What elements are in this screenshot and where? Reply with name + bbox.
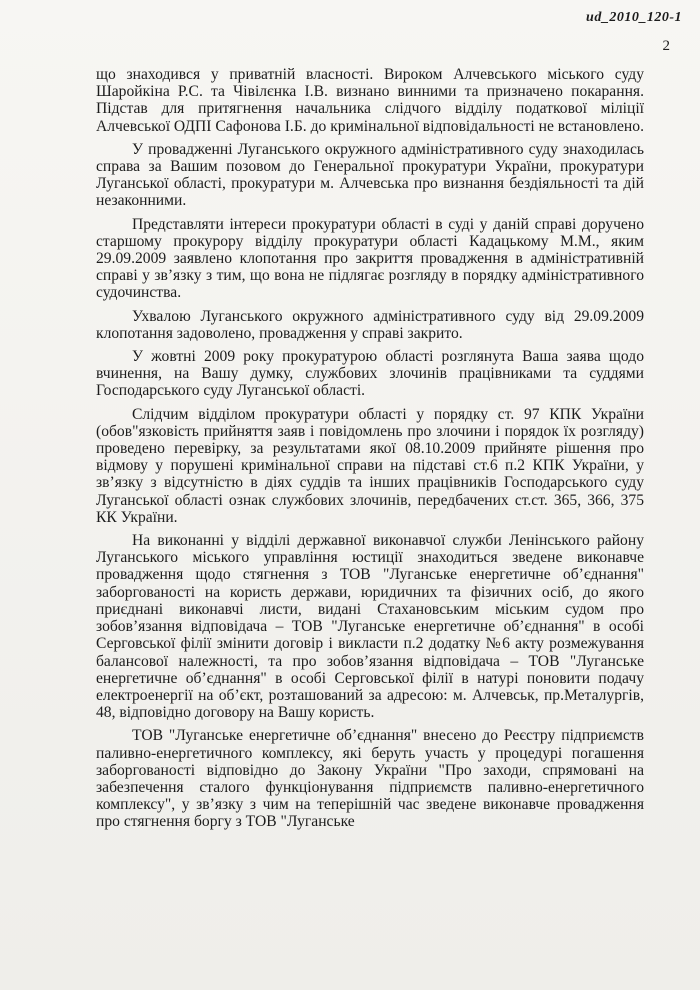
paragraph: що знаходився у приватній власності. Вироком Алчевського міського суду Шаройкіна Р.С. та Чівілєнка І.В. визнано винними та призначено покарання. Підстав для притягнення начальника слідчого відділу податкової міліції Алчевської ОДПІ Сафонова І.Б. до кримінальної відповідальності не встановлено. [96,66,644,135]
document-body [96,66,644,837]
paragraph: У жовтні 2009 року прокуратурою області розглянута Ваша заява щодо вчинення, на Вашу думку, службових злочинів працівниками та суддями Господарського суду Луганської області. [96,348,644,400]
paragraph: Слідчим відділом прокуратури області у порядку ст. 97 КПК України (обов"язковість прийняття заяв і повідомлень про злочини і порядок їх розгляду) проведено перевірку, за результатами якої 08.10.2009 прийняте рішення про відмову у порушені кримінальної справи на підставі ст.6 п.2 КПК України, у зв’язку з відсутністю в діях суддів та інших працівників Господарського суду Луганської області ознак службових злочинів, передбачених ст.ст. 365, 366, 375 КК України. [96,405,644,526]
page-number: 2 [662,38,670,54]
paragraph: На виконанні у відділі державної виконавчої служби Ленінського району Луганського міського управління юстиції знаходиться зведене виконавче провадження щодо стягнення з ТОВ "Луганське енергетичне об’єднання" заборгованості на користь держави, юридичних та фізичних осіб, до якого приєднані виконавчі листи, видані Стахановським міським судом про зобов’язання відповідача – ТОВ "Луганське енергетичне об’єднання" в особі Серговської філії змінити договір і викласти п.2 додатку №6 акту розмежування балансової належності, та про зобов’язання відповідача – ТОВ "Луганське енергетичне об’єднання" в особі Серговської філії в натурі поновити подачу електроенергії на об’єкт, розташований за адресою: м. Алчевськ, пр.Металургів, 48, відповідно договору на Вашу користь. [96,532,644,722]
paragraph: Представляти інтереси прокуратури області в суді у даній справі доручено старшому прокурору відділу прокуратури області Кадацькому М.М., яким 29.09.2009 заявлено клопотання про закриття провадження в адміністративній справі у зв’язку з тим, що вона не підлягає розгляду в порядку адміністративного судочинства. [96,215,644,302]
paragraph: Ухвалою Луганського окружного адміністративного суду від 29.09.2009 клопотання задоволено, провадження у справі закрито. [96,307,644,342]
document-reference: ud_2010_120-1 [586,10,682,25]
paragraph: ТОВ "Луганське енергетичне об’єднання" внесено до Реєстру підприємств паливно-енергетичного комплексу, які беруть участь у процедурі погашення заборгованості відповідно до Закону України "Про заходи, спрямовані на забезпечення сталого функціонування підприємств паливно-енергетичного комплексу", у зв’язку з чим на теперішній час зведене виконавче провадження про стягнення боргу з ТОВ "Луганське [96,727,644,831]
paragraph: У провадженні Луганського окружного адміністративного суду знаходилась справа за Вашим позовом до Генеральної прокуратури України, прокуратури Луганської області, прокуратури м. Алчевська про визнання бездіяльності та дій незаконними. [96,140,644,210]
